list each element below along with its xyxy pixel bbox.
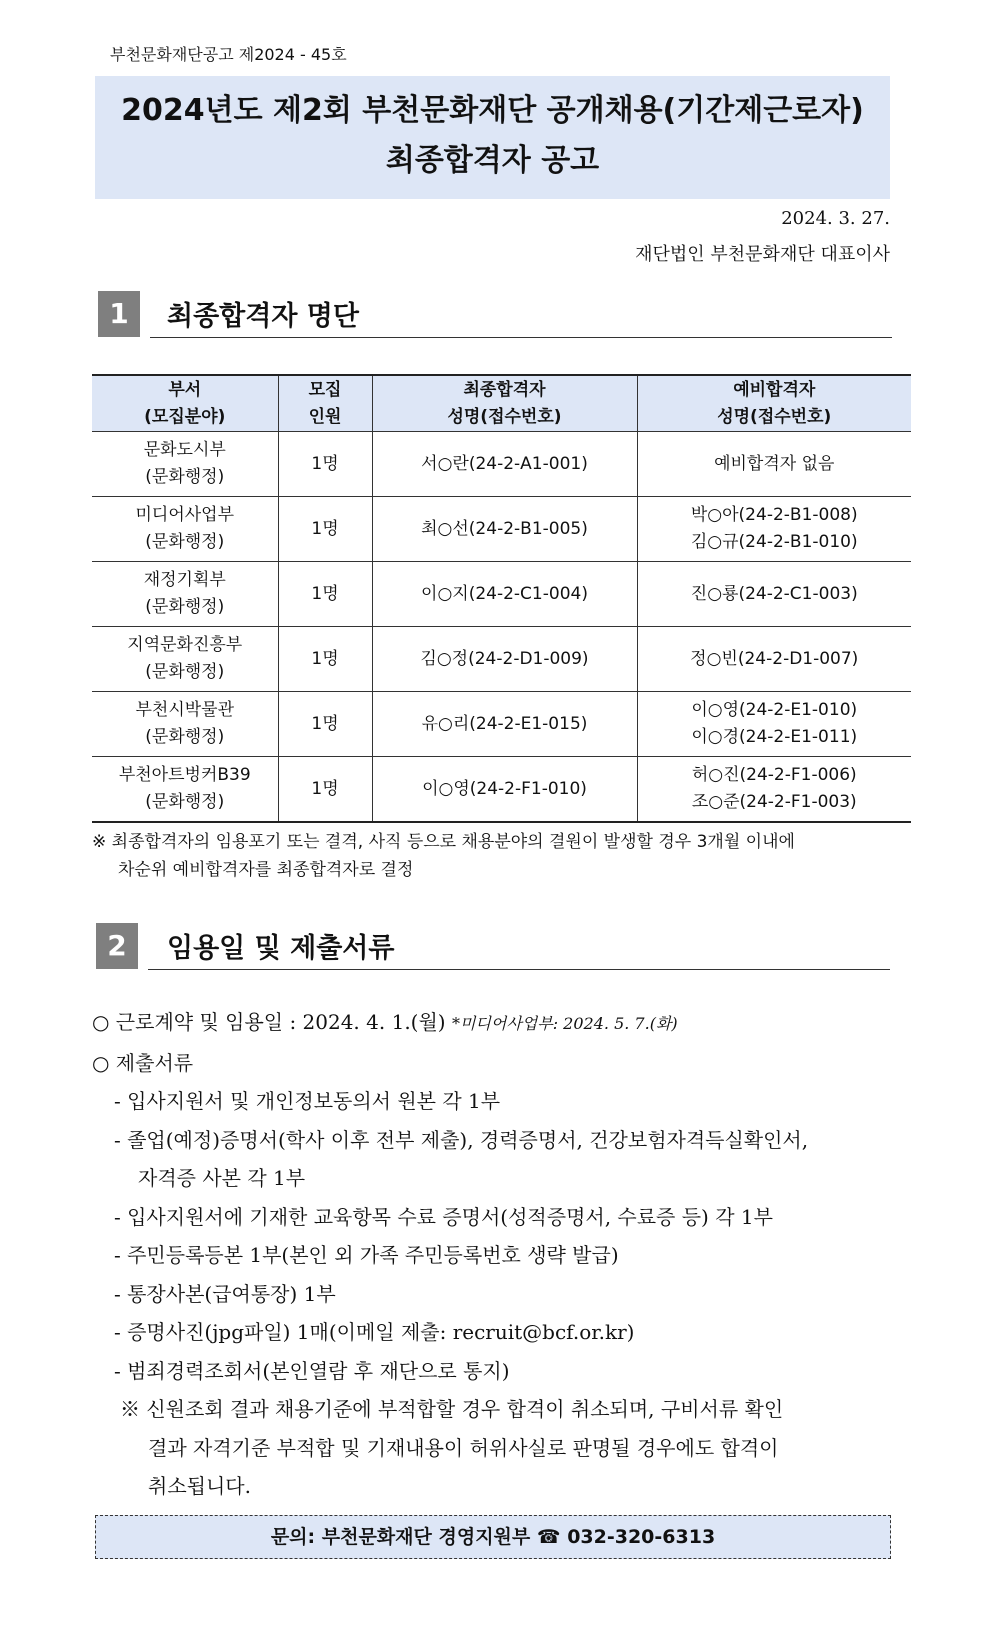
final-cell: 김○정(24-2-D1-009) [372, 627, 637, 692]
issuer: 재단법인 부천문화재단 대표이사 [635, 244, 890, 265]
doc-item-cont: 자격증 사본 각 1부 [138, 1166, 306, 1190]
start-date-note: *미디어사업부: 2024. 5. 7.(화) [451, 1014, 678, 1033]
header-reserve: 예비합격자 성명(접수번호) [637, 375, 911, 432]
count-cell: 1명 [278, 432, 372, 497]
dept-cell: 지역문화진흥부 (문화행정) [92, 627, 278, 692]
section2-number: 2 [96, 923, 138, 969]
phone-icon: ☎ [536, 1526, 561, 1548]
start-date: ○ 근로계약 및 임용일 : 2024. 4. 1.(월) [92, 1010, 446, 1034]
notice-date: 2024. 3. 27. [781, 208, 890, 229]
dept-cell: 문화도시부 (문화행정) [92, 432, 278, 497]
reserve-cell: 박○아(24-2-B1-008) 김○규(24-2-B1-010) [637, 497, 911, 562]
results-table [92, 374, 911, 823]
count-cell: 1명 [278, 562, 372, 627]
dept-cell: 미디어사업부 (문화행정) [92, 497, 278, 562]
header-count: 모집 인원 [278, 375, 372, 432]
doc-item: - 범죄경력조회서(본인열람 후 재단으로 통지) [114, 1358, 510, 1383]
count-cell: 1명 [278, 692, 372, 757]
note-line1: ※ 최종합격자의 임용포기 또는 결격, 사직 등으로 채용분야의 결원이 발생할 경우 3개월 이내에 [92, 832, 795, 852]
table-row [92, 497, 911, 562]
notice-number: 부천문화재단공고 제2024 - 45호 [110, 45, 347, 64]
table-row [92, 757, 911, 823]
section1-number: 1 [98, 291, 140, 337]
table-row [92, 692, 911, 757]
warning-line1: ※ 신원조회 결과 채용기준에 부적합할 경우 합격이 취소되며, 구비서류 확인 [120, 1397, 784, 1421]
warning-line2: 결과 자격기준 부적합 및 기재내용이 허위사실로 판명될 경우에도 합격이 [148, 1435, 779, 1460]
section2-divider [148, 969, 890, 970]
reserve-cell: 이○영(24-2-E1-010) 이○경(24-2-E1-011) [637, 692, 911, 757]
table-row [92, 432, 911, 497]
doc-item: - 입사지원서에 기재한 교육항목 수료 증명서(성적증명서, 수료증 등) 각 1부 [114, 1204, 773, 1229]
warning-line3: 취소됩니다. [148, 1474, 251, 1498]
section1-note [92, 828, 912, 884]
doc-item: - 졸업(예정)증명서(학사 이후 전부 제출), 경력증명서, 건강보험자격득실확인서, [114, 1127, 809, 1152]
count-cell: 1명 [278, 627, 372, 692]
header-dept: 부서 (모집분야) [92, 375, 278, 432]
doc-item: - 주민등록등본 1부(본인 외 가족 주민등록번호 생략 발급) [114, 1243, 619, 1267]
final-cell: 이○지(24-2-C1-004) [372, 562, 637, 627]
docs-title: ○ 제출서류 [92, 1050, 194, 1075]
final-cell: 이○영(24-2-F1-010) [372, 757, 637, 823]
title-line2: 최종합격자 공고 [385, 143, 600, 178]
section1-divider [150, 337, 892, 338]
dept-cell: 부천시박물관 (문화행정) [92, 692, 278, 757]
count-cell: 1명 [278, 497, 372, 562]
contact-phone: 032-320-6313 [567, 1526, 716, 1548]
section1-title: 최종합격자 명단 [167, 301, 359, 332]
contact-label: 문의: 부천문화재단 경영지원부 [270, 1526, 531, 1548]
start-date-row [92, 1003, 922, 1044]
section2-body [92, 1003, 922, 1506]
doc-item: - 통장사본(급여통장) 1부 [114, 1281, 336, 1306]
note-line2: 차순위 예비합격자를 최종합격자로 결정 [118, 860, 414, 880]
reserve-cell: 예비합격자 없음 [637, 432, 911, 497]
doc-item: - 입사지원서 및 개인정보동의서 원본 각 1부 [114, 1089, 501, 1113]
count-cell: 1명 [278, 757, 372, 823]
title-line1: 2024년도 제2회 부천문화재단 공개채용(기간제근로자) [121, 93, 864, 128]
reserve-cell: 허○진(24-2-F1-006) 조○준(24-2-F1-003) [637, 757, 911, 823]
dept-cell: 부천아트벙커B39 (문화행정) [92, 757, 278, 823]
final-cell: 서○란(24-2-A1-001) [372, 432, 637, 497]
dept-cell: 재정기획부 (문화행정) [92, 562, 278, 627]
table-row [92, 627, 911, 692]
final-cell: 유○리(24-2-E1-015) [372, 692, 637, 757]
section2-title: 임용일 및 제출서류 [167, 933, 395, 964]
title-box [95, 76, 890, 199]
reserve-cell: 진○룡(24-2-C1-003) [637, 562, 911, 627]
table-row [92, 562, 911, 627]
final-cell: 최○선(24-2-B1-005) [372, 497, 637, 562]
contact-box [95, 1515, 891, 1559]
doc-item: - 증명사진(jpg파일) 1매(이메일 제출: recruit@bcf.or.kr) [114, 1320, 635, 1344]
table-header-row [92, 375, 911, 432]
header-final: 최종합격자 성명(접수번호) [372, 375, 637, 432]
reserve-cell: 정○빈(24-2-D1-007) [637, 627, 911, 692]
